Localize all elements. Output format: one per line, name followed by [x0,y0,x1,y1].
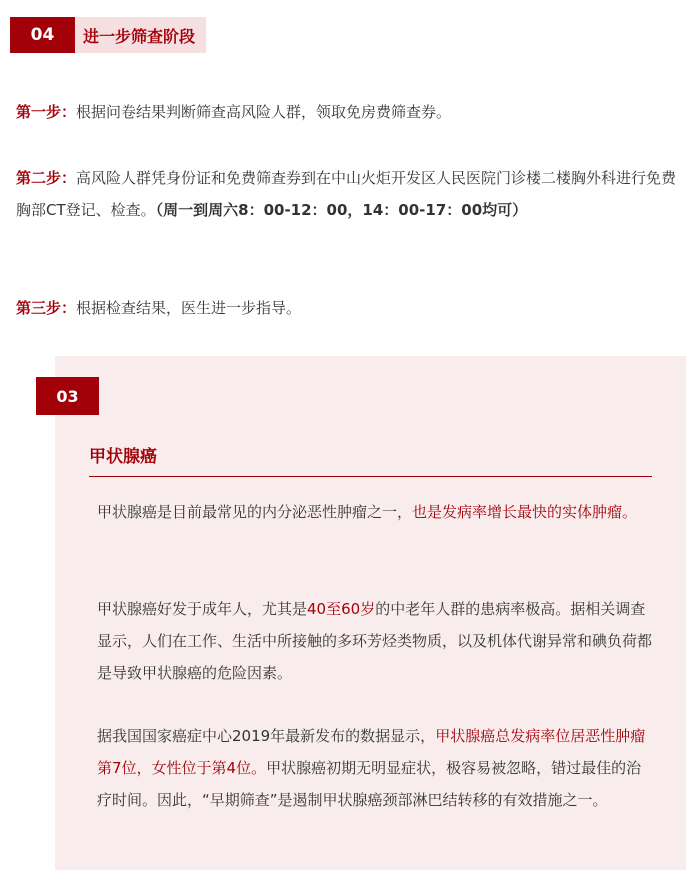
para-text: 据我国国家癌症中心2019年最新发布的数据显示， [97,727,436,745]
paragraph-1 [97,496,653,528]
step-label: 第三步： [16,299,77,317]
section-number-badge: 04 [10,17,75,53]
title-divider [89,476,652,477]
step-text: 根据检查结果，医生进一步指导。 [76,299,302,317]
paragraph-2 [97,593,653,689]
paragraph-3 [97,720,653,816]
para-text: 甲状腺癌好发于成年人，尤其是 [97,600,308,618]
para-highlight: 40至60岁 [307,600,376,618]
step-1 [16,96,684,128]
step-label: 第二步： [16,169,77,187]
para-highlight: 甲状腺癌总发病率位居恶性肿瘤第7位，女性位于第4位。 [97,727,646,777]
section-number-badge-03: 03 [36,377,99,415]
step-3 [16,292,684,324]
step-text: 根据问卷结果判断筛查高风险人群，领取免房费筛查券。 [76,103,452,121]
section-header-04 [10,17,206,53]
card-title: 甲状腺癌 [89,447,157,467]
step-label: 第一步： [16,103,77,121]
step-hours-note: （周一到周六8：00-12：00，14：00-17：00均可） [155,201,528,219]
para-highlight: 也是发病率增长最快的实体肿瘤。 [412,503,638,521]
para-text: 甲状腺癌是目前最常见的内分泌恶性肿瘤之一， [97,503,413,521]
para-text: 甲状腺癌初期无明显症状，极容易被忽略，错过最佳的治疗时间。因此，“早期筛查”是遏制甲状腺癌颈部淋巴结转移的有效措施之一。 [97,759,642,809]
step-text: 高风险人群凭身份证和免费筛查券到在中山火炬开发区人民医院门诊楼二楼胸外科进行免费胸部CT登记、检查。 [16,169,677,219]
step-2 [16,162,684,226]
section-title: 进一步筛查阶段 [75,17,206,53]
para-text: 的中老年人群的患病率极高。据相关调查显示，人们在工作、生活中所接触的多环芳烃类物质，以及机体代谢异常和碘负荷都是导致甲状腺癌的危险因素。 [97,600,653,682]
